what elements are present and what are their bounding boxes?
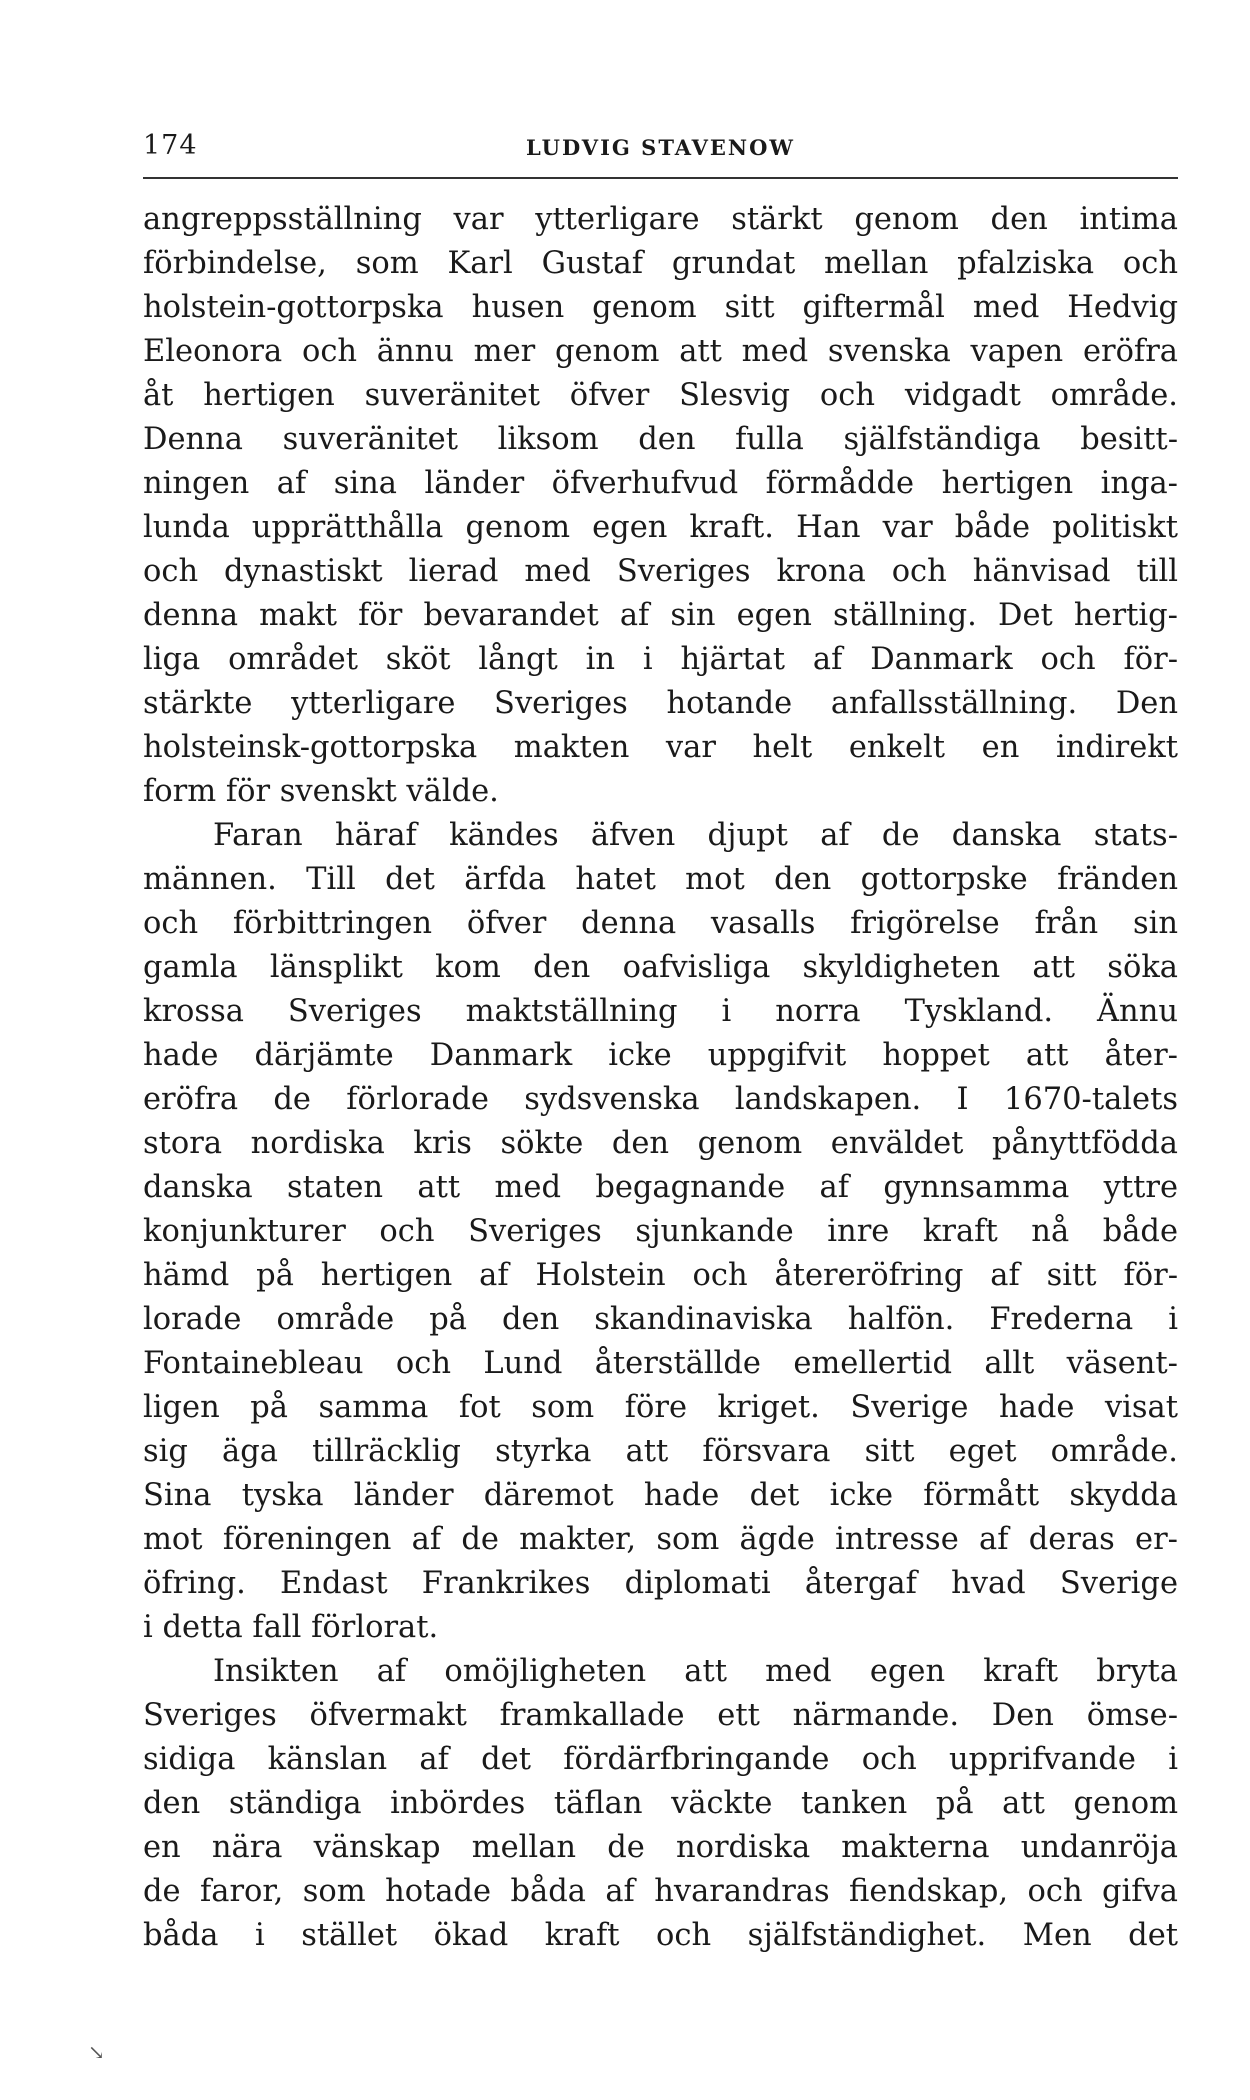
- text-line: ningen af sina länder öfverhufvud förmådde hertigen inga-: [143, 466, 1178, 501]
- text-line: Sina tyska länder däremot hade det icke förmått skydda: [143, 1478, 1178, 1513]
- text-line: en nära vänskap mellan de nordiska makterna undanröja: [143, 1830, 1178, 1865]
- text-line: sidiga känslan af det fördärfbringande och upprifvande i: [143, 1742, 1178, 1777]
- text-line: Faran häraf kändes äfven djupt af de danska stats-: [213, 818, 1178, 853]
- text-line: denna makt för bevarandet af sin egen ställning. Det hertig-: [143, 598, 1178, 633]
- text-line: stora nordiska kris sökte den genom enväldet pånyttfödda: [143, 1126, 1178, 1161]
- text-line: båda i stället ökad kraft och själfständighet. Men det: [143, 1918, 1178, 1953]
- text-line: och dynastiskt lierad med Sveriges krona och hänvisad till: [143, 554, 1178, 589]
- text-line: öfring. Endast Frankrikes diplomati återgaf hvad Sverige: [143, 1566, 1178, 1601]
- text-line: gamla länsplikt kom den oafvisliga skyldigheten att söka: [143, 950, 1178, 985]
- page-number: 174: [143, 130, 198, 161]
- printer-mark-icon: ↘: [88, 2040, 105, 2064]
- text-line: holsteinsk-gottorpska makten var helt enkelt en indirekt: [143, 730, 1178, 765]
- text-line: männen. Till det ärfda hatet mot den gottorpske fränden: [143, 862, 1178, 897]
- text-line: åt hertigen suveränitet öfver Slesvig och vidgadt område.: [143, 378, 1178, 413]
- text-line: holstein-gottorpska husen genom sitt giftermål med Hedvig: [143, 290, 1178, 325]
- text-line: förbindelse, som Karl Gustaf grundat mellan pfalziska och: [143, 246, 1178, 281]
- text-line: stärkte ytterligare Sveriges hotande anfallsställning. Den: [143, 686, 1178, 721]
- running-head: [143, 126, 1178, 166]
- text-line: den ständiga inbördes täflan väckte tanken på att genom: [143, 1786, 1178, 1821]
- text-line: hade därjämte Danmark icke uppgifvit hoppet att åter-: [143, 1038, 1178, 1073]
- text-line: Fontainebleau och Lund återställde emellertid allt väsent-: [143, 1346, 1178, 1381]
- text-line: form för svenskt välde.: [143, 774, 499, 809]
- text-line: hämd på hertigen af Holstein och återeröfring af sitt för-: [143, 1258, 1178, 1293]
- text-line: krossa Sveriges maktställning i norra Tyskland. Ännu: [143, 994, 1178, 1029]
- text-line: danska staten att med begagnande af gynnsamma yttre: [143, 1170, 1178, 1205]
- text-line: Insikten af omöjligheten att med egen kraft bryta: [213, 1654, 1178, 1689]
- text-line: eröfra de förlorade sydsvenska landskapen. I 1670-talets: [143, 1082, 1178, 1117]
- text-line: ligen på samma fot som före kriget. Sverige hade visat: [143, 1390, 1178, 1425]
- text-line: angreppsställning var ytterligare stärkt genom den intima: [143, 202, 1178, 237]
- text-line: konjunkturer och Sveriges sjunkande inre kraft nå både: [143, 1214, 1178, 1249]
- text-line: lunda upprätthålla genom egen kraft. Han var både politiskt: [143, 510, 1178, 545]
- text-line: och förbittringen öfver denna vasalls frigörelse från sin: [143, 906, 1178, 941]
- text-line: sig äga tillräcklig styrka att försvara sitt eget område.: [143, 1434, 1178, 1469]
- text-line: mot föreningen af de makter, som ägde intresse af deras er-: [143, 1522, 1178, 1557]
- header-rule: [143, 177, 1178, 179]
- text-line: Eleonora och ännu mer genom att med svenska vapen eröfra: [143, 334, 1178, 369]
- text-line: de faror, som hotade båda af hvarandras fiendskap, och gifva: [143, 1874, 1178, 1909]
- text-line: Sveriges öfvermakt framkallade ett närmande. Den ömse-: [143, 1698, 1178, 1733]
- text-line: Denna suveränitet liksom den fulla själfständiga besitt-: [143, 422, 1178, 457]
- text-line: liga området sköt långt in i hjärtat af Danmark och för-: [143, 642, 1178, 677]
- text-line: lorade område på den skandinaviska halfön. Frederna i: [143, 1302, 1178, 1337]
- running-title: LUDVIG STAVENOW: [526, 135, 795, 160]
- text-line: i detta fall förlorat.: [143, 1610, 439, 1645]
- body-text: [143, 198, 1178, 1958]
